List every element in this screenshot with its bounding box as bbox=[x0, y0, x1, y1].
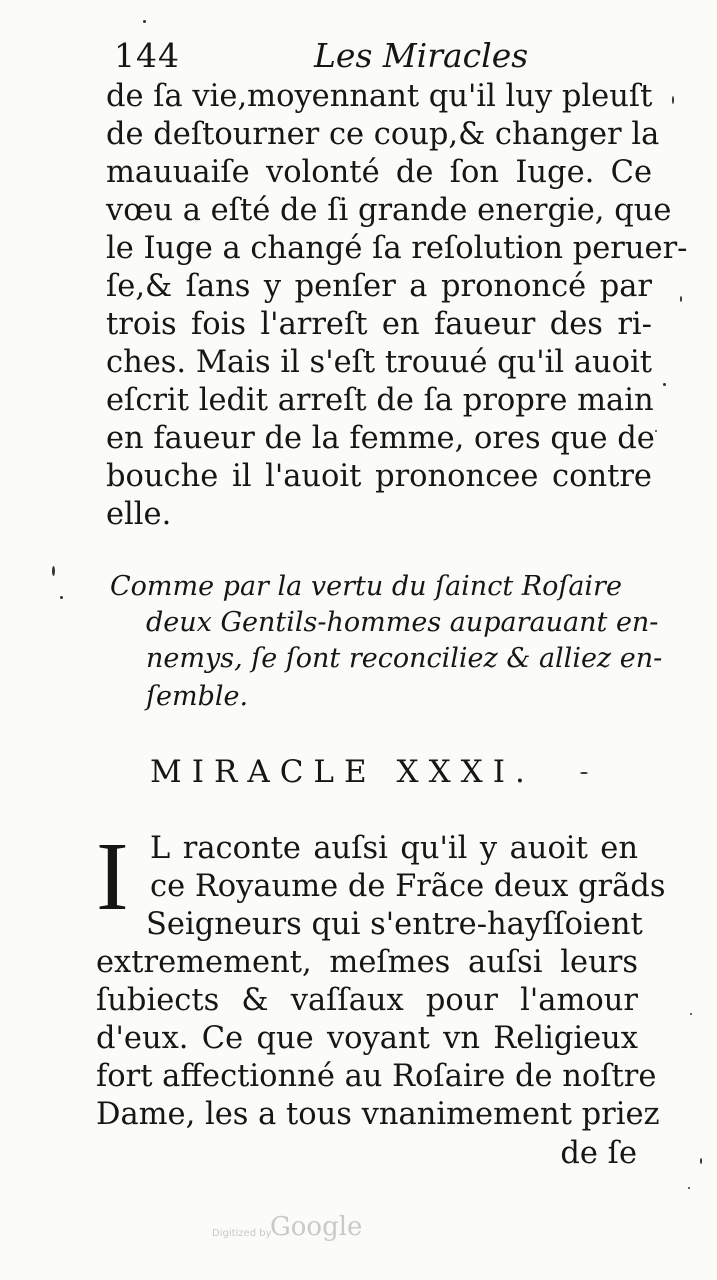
running-head: Les Miracles bbox=[314, 36, 529, 75]
text-line: eſcrit ledit arreſt de ſa propre main bbox=[106, 383, 654, 418]
summary-line: Comme par la vertu du ſainct Roſaire bbox=[110, 571, 622, 602]
text-line: vœu a eſté de ſi grande energie, que bbox=[106, 193, 672, 228]
page-number: 144 bbox=[114, 36, 180, 75]
text-line: ſe,& ſans y penſer a prononcé par bbox=[106, 269, 652, 304]
text-line: Seigneurs qui s'entre-hayſſoient bbox=[146, 907, 643, 942]
text-line: L raconte auſsi qu'il y auoit en bbox=[150, 831, 638, 866]
text-line: d'eux. Ce que voyant vn Religieux bbox=[96, 1021, 638, 1056]
scan-speck bbox=[143, 20, 146, 23]
text-line: mauuaiſe volonté de ſon Iuge. Ce bbox=[106, 155, 652, 190]
text-line: le Iuge a changé ſa reſolution peruer- bbox=[106, 231, 688, 266]
text-line: extremement, meſmes auſsi leurs bbox=[96, 945, 638, 980]
text-line: ſubiects & vaſſaux pour l'amour bbox=[96, 983, 638, 1018]
catchword: de ſe bbox=[560, 1136, 637, 1171]
text-line: en faueur de la femme, ores que de bbox=[106, 421, 655, 456]
scan-speck bbox=[663, 383, 666, 386]
scan-speck bbox=[672, 96, 674, 104]
scan-speck bbox=[52, 566, 55, 576]
watermark-logo-text: Google bbox=[270, 1212, 363, 1242]
watermark-small-text: Digitized by bbox=[212, 1228, 272, 1239]
text-line: de deſtourner ce coup,& changer la bbox=[106, 117, 660, 152]
text-line: fort affectionné au Roſaire de noſtre bbox=[96, 1059, 657, 1094]
scan-speck bbox=[690, 1013, 692, 1015]
text-line: ce Royaume de Frãce deux grãds bbox=[150, 869, 666, 904]
text-line: de ſa vie,moyennant qu'il luy pleuſt bbox=[106, 79, 653, 114]
text-line: elle. bbox=[106, 497, 172, 532]
summary-line: ſemble. bbox=[146, 681, 249, 712]
scan-speck bbox=[60, 596, 63, 599]
google-watermark bbox=[212, 1210, 372, 1250]
summary-line: nemys, ſe ſont reconciliez & alliez en- bbox=[146, 643, 663, 674]
section-title: MIRACLE XXXI. bbox=[150, 754, 535, 790]
text-line: trois fois l'arreſt en faueur des ri- bbox=[106, 307, 652, 342]
scan-speck bbox=[580, 772, 588, 774]
text-line: Dame, les a tous vnanimement priez bbox=[96, 1097, 660, 1132]
summary-line: deux Gentils-hommes auparauant en- bbox=[146, 607, 659, 638]
scan-speck bbox=[688, 1187, 690, 1189]
scan-speck bbox=[655, 430, 657, 432]
text-line: bouche il l'auoit prononcee contre bbox=[106, 459, 652, 494]
drop-cap: I bbox=[96, 823, 129, 931]
scan-speck bbox=[700, 1158, 702, 1164]
text-line: ches. Mais il s'eſt trouué qu'il auoit bbox=[106, 345, 653, 380]
scan-speck bbox=[680, 296, 682, 302]
